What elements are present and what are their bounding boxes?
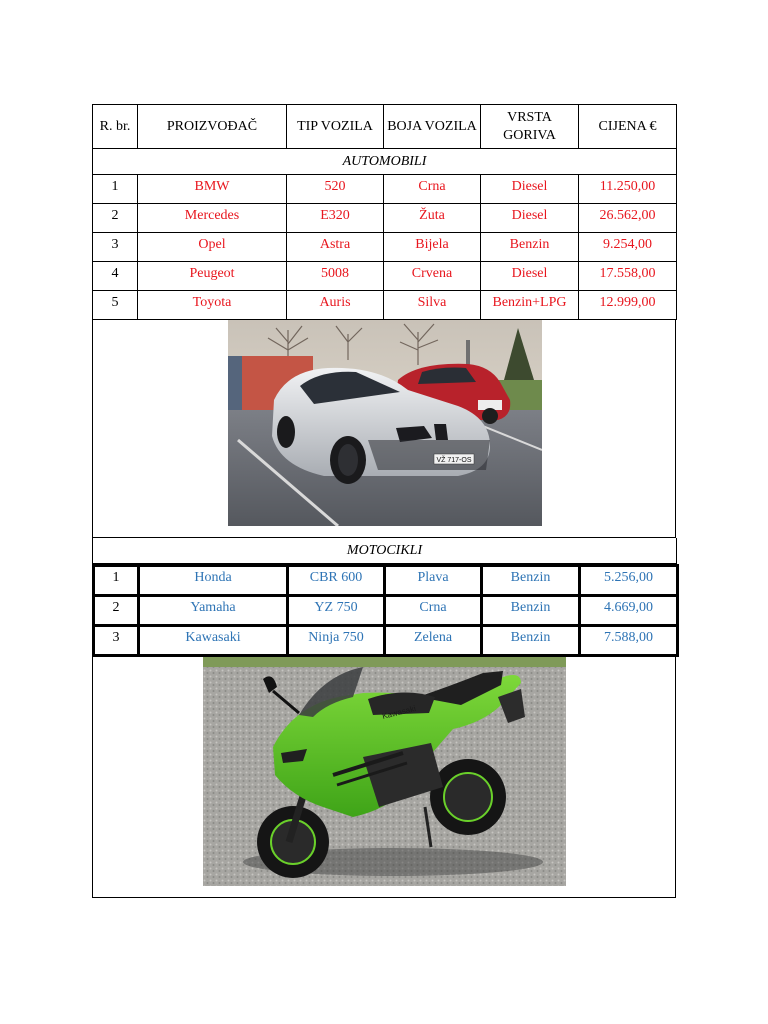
cell-model: Astra	[287, 233, 384, 262]
motorcycle-image-cell	[92, 657, 676, 898]
section-row-motorcycles	[93, 538, 677, 564]
cell-model: YZ 750	[288, 596, 385, 626]
vehicle-table	[92, 104, 677, 320]
cell-color: Crna	[385, 596, 482, 626]
cell-color: Bijela	[384, 233, 481, 262]
table-row	[93, 175, 677, 204]
table-row	[94, 566, 678, 596]
cell-make: Kawasaki	[139, 626, 288, 656]
cell-fuel: Benzin	[482, 626, 580, 656]
cell-price: 7.588,00	[580, 626, 678, 656]
car-image-cell	[92, 320, 676, 538]
header-fuel: VRSTA GORIVA	[481, 105, 579, 149]
cell-make: Toyota	[138, 291, 287, 320]
cell-make: Opel	[138, 233, 287, 262]
car-photo	[228, 320, 542, 526]
motorcycle-photo	[203, 657, 566, 886]
motorcycle-table	[92, 564, 679, 657]
cell-fuel: Diesel	[481, 262, 579, 291]
cell-make: BMW	[138, 175, 287, 204]
cell-price: 4.669,00	[580, 596, 678, 626]
cell-color: Plava	[385, 566, 482, 596]
row-number: 1	[93, 175, 138, 204]
table-row	[94, 596, 678, 626]
header-row	[93, 105, 677, 149]
table-row	[93, 204, 677, 233]
row-number: 1	[94, 566, 139, 596]
cell-price: 26.562,00	[579, 204, 677, 233]
cell-color: Crna	[384, 175, 481, 204]
section-row-cars	[93, 149, 677, 175]
cell-price: 12.999,00	[579, 291, 677, 320]
header-rbr: R. br.	[93, 105, 138, 149]
cell-make: Yamaha	[139, 596, 288, 626]
section-title-cars: AUTOMOBILI	[93, 149, 677, 175]
table-row	[93, 291, 677, 320]
row-number: 3	[94, 626, 139, 656]
car-plate: VŽ 717-OS	[436, 457, 472, 464]
cell-color: Silva	[384, 291, 481, 320]
motorcycle-section-table	[92, 538, 677, 564]
cell-model: CBR 600	[288, 566, 385, 596]
cell-make: Honda	[139, 566, 288, 596]
vehicle-document	[92, 104, 676, 898]
cell-fuel: Diesel	[481, 204, 579, 233]
car-photo-svg	[228, 320, 542, 526]
cell-color: Zelena	[385, 626, 482, 656]
row-number: 4	[93, 262, 138, 291]
cell-model: Auris	[287, 291, 384, 320]
header-price: CIJENA €	[579, 105, 677, 149]
row-number: 2	[94, 596, 139, 626]
row-number: 2	[93, 204, 138, 233]
cell-fuel: Benzin	[482, 596, 580, 626]
cell-fuel: Benzin	[481, 233, 579, 262]
cell-price: 9.254,00	[579, 233, 677, 262]
cell-price: 11.250,00	[579, 175, 677, 204]
cell-fuel: Benzin+LPG	[481, 291, 579, 320]
table-row	[93, 233, 677, 262]
header-type: TIP VOZILA	[287, 105, 384, 149]
cell-color: Crvena	[384, 262, 481, 291]
cell-model: Ninja 750	[288, 626, 385, 656]
motorcycle-photo-svg	[203, 657, 566, 886]
cell-price: 17.558,00	[579, 262, 677, 291]
cell-model: 520	[287, 175, 384, 204]
header-manufacturer: PROIZVOĐAČ	[138, 105, 287, 149]
row-number: 3	[93, 233, 138, 262]
kawasaki-decal: Kawasaki	[381, 703, 417, 721]
cell-price: 5.256,00	[580, 566, 678, 596]
cell-fuel: Benzin	[482, 566, 580, 596]
cell-make: Mercedes	[138, 204, 287, 233]
row-number: 5	[93, 291, 138, 320]
cell-model: E320	[287, 204, 384, 233]
cell-color: Žuta	[384, 204, 481, 233]
table-row	[93, 262, 677, 291]
cell-fuel: Diesel	[481, 175, 579, 204]
section-title-motorcycles: MOTOCIKLI	[93, 538, 677, 564]
cell-make: Peugeot	[138, 262, 287, 291]
table-row	[94, 626, 678, 656]
cell-model: 5008	[287, 262, 384, 291]
header-color: BOJA VOZILA	[384, 105, 481, 149]
